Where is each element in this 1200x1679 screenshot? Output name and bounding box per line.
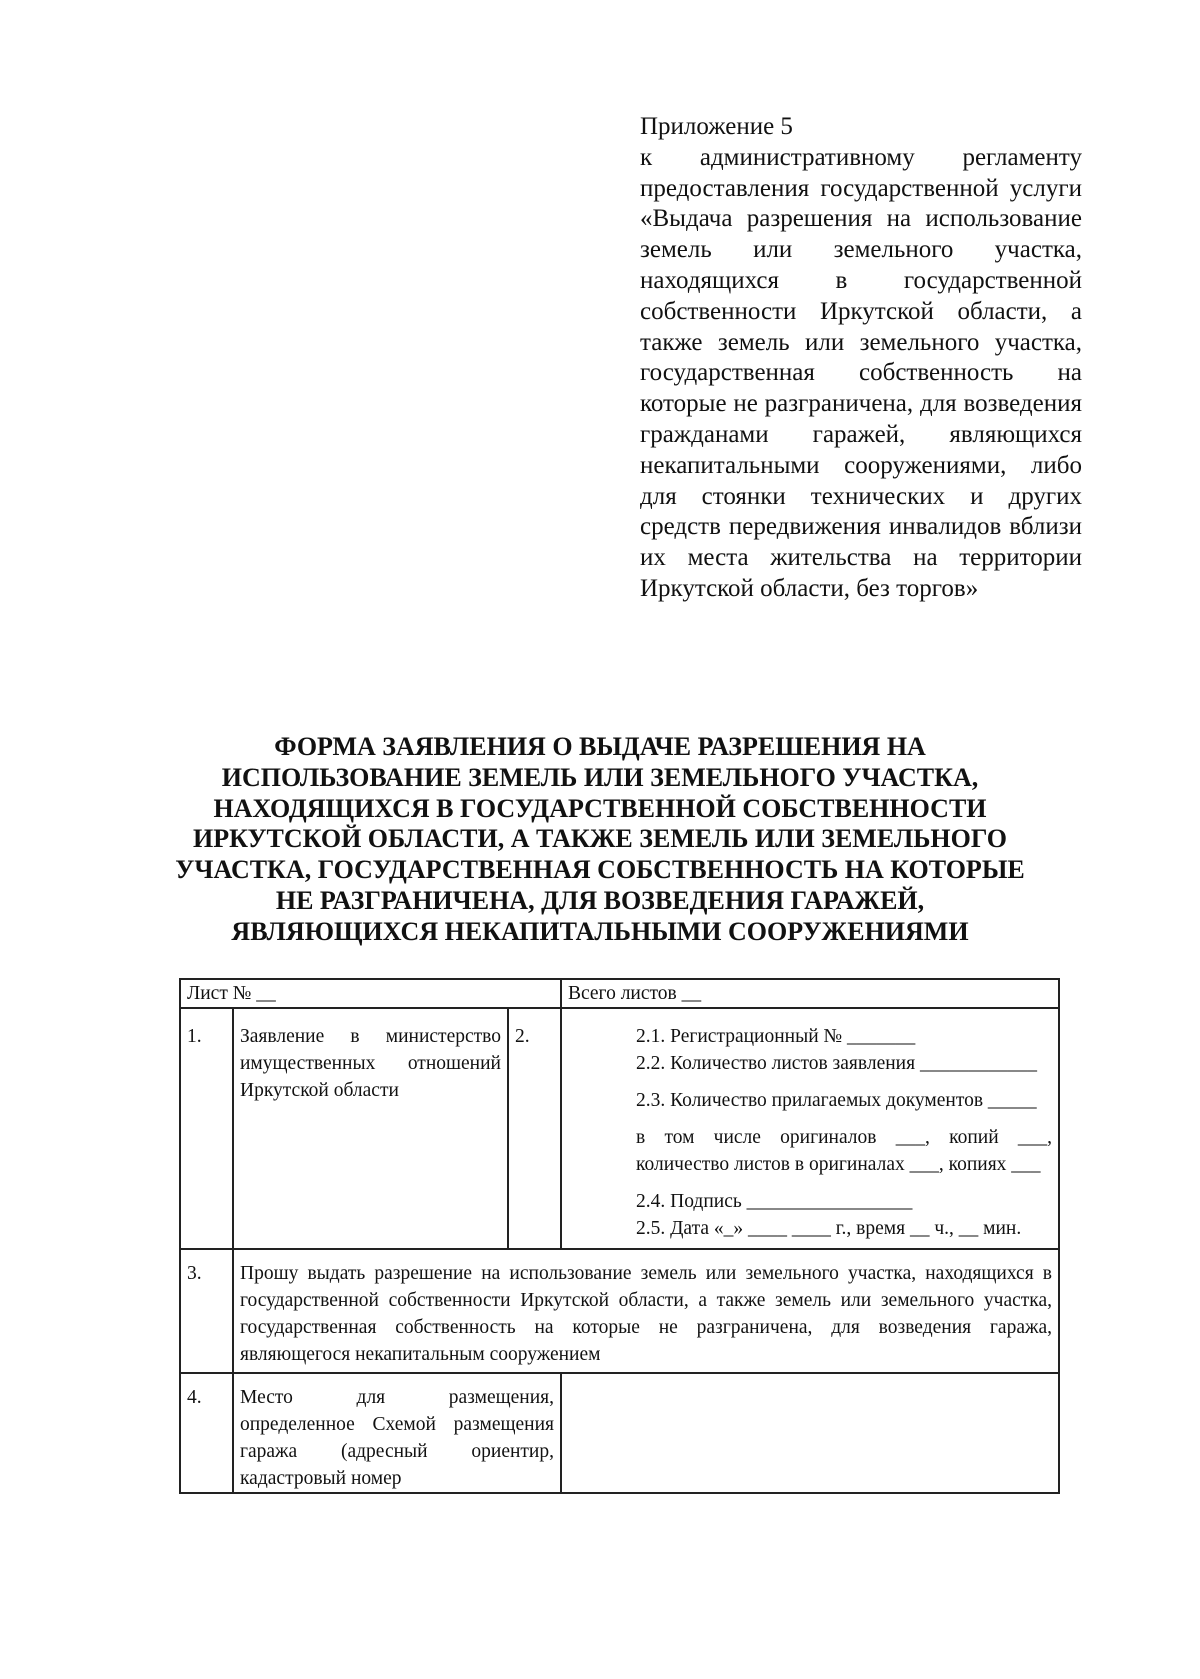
heading-line: ИСПОЛЬЗОВАНИЕ ЗЕМЕЛЬ ИЛИ ЗЕМЕЛЬНОГО УЧАСТКА, (221, 762, 979, 792)
appendix-title: Приложение 5 (640, 113, 793, 140)
heading-line: НАХОДЯЩИХСЯ В ГОСУДАРСТВЕННОЙ СОБСТВЕННОСТИ (213, 793, 987, 823)
heading-line: ЯВЛЯЮЩИХСЯ НЕКАПИТАЛЬНЫМИ СООРУЖЕНИЯМИ (231, 916, 969, 946)
sheet-number-label: Лист № __ (187, 983, 276, 1004)
date-field[interactable]: 2.5. Дата «_» ____ ____ г., время __ ч., __ мин. (636, 1218, 1022, 1239)
registration-number[interactable]: 2.1. Регистрационный № _______ (636, 1026, 916, 1047)
total-sheets-label: Всего листов __ (568, 983, 702, 1004)
sheet-number-cell[interactable] (180, 979, 561, 1008)
row-number: 2. (508, 1008, 561, 1249)
docs-count[interactable]: 2.3. Количество прилагаемых документов _____ (636, 1090, 1037, 1111)
appendix-text: к административному регламенту предоставления государственной услуги «Выдача разрешения на использование земель или земельного участка, находящихся в государственной собственности Иркутской области, а также земель или земельного участка, государственная собственность на которые не разграничена, для возведения гражданами гаражей, являющихся некапитальными сооружениями, либо для стоянки технических и других средств передвижения инвалидов вблизи их места жительства на территории Иркутской области, без торгов» (640, 143, 1082, 602)
row-number: 1. (180, 1008, 233, 1249)
table-row (180, 1008, 1059, 1249)
originals-copies[interactable]: в том числе оригиналов ___, копий ___, количество листов в оригиналах ___, копиях ___ (636, 1127, 1052, 1175)
application-recipient: Заявление в министерство имущественных отношений Иркутской области (233, 1008, 508, 1249)
appendix-block (640, 112, 1082, 605)
sheet-count[interactable]: 2.2. Количество листов заявления ____________ (636, 1053, 1037, 1074)
request-text: Прошу выдать разрешение на использование земель или земельного участка, находящихся в государственной собственности Иркутской области, а также земель или земельного участка, государственная собственность на которые не разграничена, для возведения гаража, являющегося некапитальным сооружением (233, 1249, 1059, 1373)
heading-line: НЕ РАЗГРАНИЧЕНА, ДЛЯ ВОЗВЕДЕНИЯ ГАРАЖЕЙ, (275, 885, 925, 915)
total-sheets-cell[interactable] (561, 979, 1059, 1008)
heading-line: ИРКУТСКОЙ ОБЛАСТИ, А ТАКЖЕ ЗЕМЕЛЬ ИЛИ ЗЕМЕЛЬНОГО (193, 824, 1007, 854)
form-heading (150, 732, 1050, 948)
application-form-table (179, 978, 1060, 1494)
row-number: 4. (180, 1373, 233, 1493)
heading-line: УЧАСТКА, ГОСУДАРСТВЕННАЯ СОБСТВЕННОСТЬ НА КОТОРЫЕ (175, 855, 1025, 885)
placement-label: Место для размещения, определенное Схемой размещения гаража (адресный ориентир, кадастровый номер (233, 1373, 561, 1493)
registration-block (561, 1008, 1059, 1249)
table-row (180, 1249, 1059, 1373)
table-row (180, 1373, 1059, 1493)
placement-value-cell[interactable] (561, 1373, 1059, 1493)
signature-field[interactable]: 2.4. Подпись _________________ (636, 1191, 913, 1212)
heading-line: ФОРМА ЗАЯВЛЕНИЯ О ВЫДАЧЕ РАЗРЕШЕНИЯ НА (274, 732, 926, 761)
row-number: 3. (180, 1249, 233, 1373)
table-row (180, 979, 1059, 1008)
